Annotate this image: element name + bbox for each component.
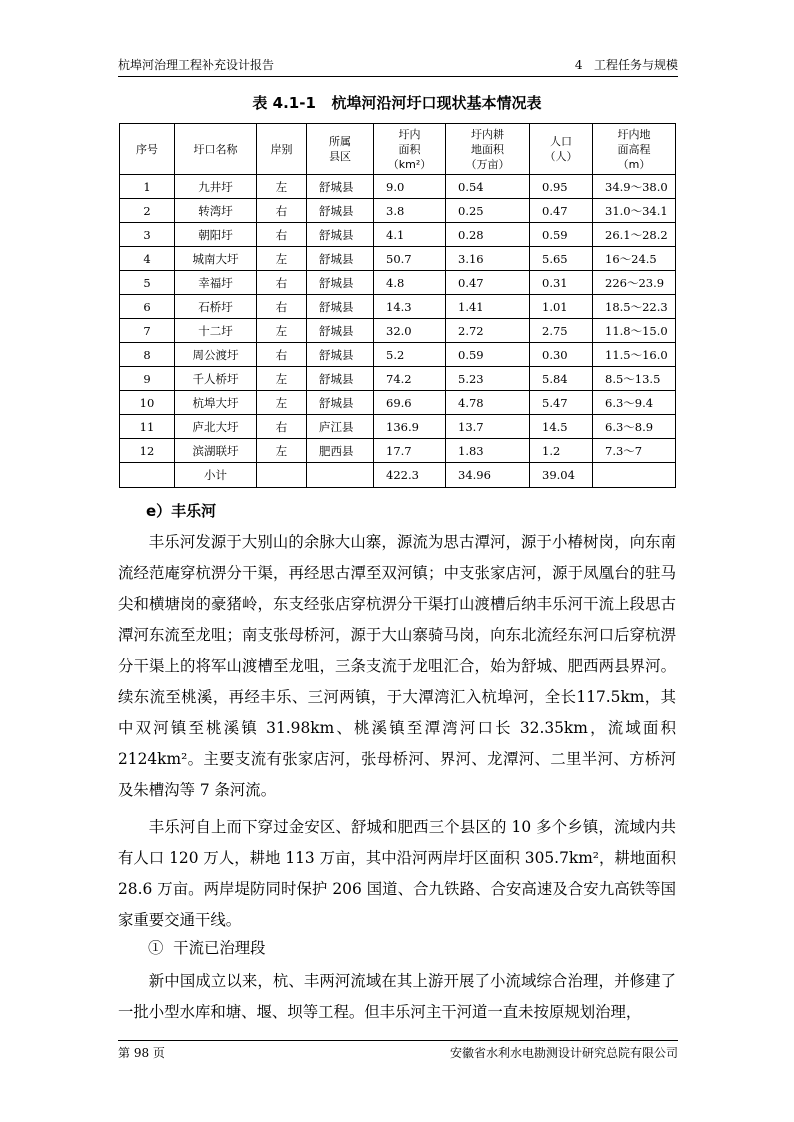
table-cell: 右 — [257, 223, 307, 247]
column-header: 岸别 — [257, 124, 307, 175]
table-cell: 舒城县 — [307, 391, 374, 415]
column-header: 圩内 面积 （km²） — [374, 124, 446, 175]
table-cell: 周公渡圩 — [175, 343, 257, 367]
table-cell: 11.5～16.0 — [593, 343, 676, 367]
table-cell: 舒城县 — [307, 367, 374, 391]
table-cell: 2.72 — [446, 319, 530, 343]
table-cell: 8 — [120, 343, 175, 367]
table-cell: 舒城县 — [307, 175, 374, 199]
total-empty-cell — [307, 463, 374, 488]
table-cell: 左 — [257, 439, 307, 463]
table-cell: 5.2 — [374, 343, 446, 367]
table-row — [120, 439, 676, 463]
table-cell: 6.3～8.9 — [593, 415, 676, 439]
table-row — [120, 175, 676, 199]
table-cell: 7 — [120, 319, 175, 343]
header-chapter-title: 4 工程任务与规模 — [574, 58, 678, 72]
table-cell: 右 — [257, 415, 307, 439]
table-cell: 9 — [120, 367, 175, 391]
table-cell: 0.47 — [446, 271, 530, 295]
table-cell: 9.0 — [374, 175, 446, 199]
column-header: 人口 （人） — [530, 124, 593, 175]
table-cell: 左 — [257, 319, 307, 343]
table-row — [120, 391, 676, 415]
table-cell: 0.47 — [530, 199, 593, 223]
table-cell: 50.7 — [374, 247, 446, 271]
table-cell: 九井圩 — [175, 175, 257, 199]
table-cell: 舒城县 — [307, 271, 374, 295]
table-row — [120, 319, 676, 343]
table-cell: 3 — [120, 223, 175, 247]
total-area: 422.3 — [374, 463, 446, 488]
paragraph-basin-population: 丰乐河自上而下穿过金安区、舒城和肥西三个县区的 10 多个乡镇，流域内共有人口 120 万人，耕地 113 万亩，其中沿河两岸圩区面积 305.7km²，耕地面积28.6 万亩。两岸堤防同时保护 206 国道、合九铁路、合安高速及合安九高铁等国家重要交通干线。 — [118, 818, 676, 929]
header-report-title: 杭埠河治理工程补充设计报告 — [118, 58, 275, 72]
table-cell: 4.1 — [374, 223, 446, 247]
table-cell: 17.7 — [374, 439, 446, 463]
table-cell: 左 — [257, 391, 307, 415]
table-cell: 13.7 — [446, 415, 530, 439]
table-cell: 左 — [257, 175, 307, 199]
column-header: 圩内耕 地面积 （万亩） — [446, 124, 530, 175]
total-farmland: 34.96 — [446, 463, 530, 488]
table-cell: 69.6 — [374, 391, 446, 415]
table-header-row — [120, 124, 676, 175]
table-cell: 右 — [257, 295, 307, 319]
table-cell: 右 — [257, 271, 307, 295]
column-header: 所属 县区 — [307, 124, 374, 175]
total-empty-cell — [593, 463, 676, 488]
table-row — [120, 343, 676, 367]
table-cell: 226～23.9 — [593, 271, 676, 295]
table-cell: 十二圩 — [175, 319, 257, 343]
table-cell: 0.95 — [530, 175, 593, 199]
table-cell: 舒城县 — [307, 343, 374, 367]
table-cell: 舒城县 — [307, 319, 374, 343]
total-population: 39.04 — [530, 463, 593, 488]
table-cell: 5.47 — [530, 391, 593, 415]
table-cell: 千人桥圩 — [175, 367, 257, 391]
table-cell: 杭埠大圩 — [175, 391, 257, 415]
total-empty-cell — [257, 463, 307, 488]
table-title: 表 4.1-1 杭埠河沿河圩口现状基本情况表 — [252, 94, 542, 112]
table-cell: 滨湖联圩 — [175, 439, 257, 463]
table-cell: 34.9～38.0 — [593, 175, 676, 199]
table-cell: 0.30 — [530, 343, 593, 367]
table-cell: 4 — [120, 247, 175, 271]
table-cell: 转湾圩 — [175, 199, 257, 223]
table-cell: 幸福圩 — [175, 271, 257, 295]
table-cell: 1.2 — [530, 439, 593, 463]
table-cell: 5.84 — [530, 367, 593, 391]
header-rule — [118, 76, 678, 77]
table-cell: 14.3 — [374, 295, 446, 319]
table-cell: 右 — [257, 343, 307, 367]
table-cell: 石桥圩 — [175, 295, 257, 319]
section-heading: e）丰乐河 — [146, 502, 217, 520]
table-cell: 朝阳圩 — [175, 223, 257, 247]
table-cell: 18.5～22.3 — [593, 295, 676, 319]
table-cell: 0.59 — [446, 343, 530, 367]
table-cell: 4.78 — [446, 391, 530, 415]
table-row — [120, 295, 676, 319]
table-cell: 31.0～34.1 — [593, 199, 676, 223]
paragraph-governance-history: 新中国成立以来，杭、丰两河流域在其上游开展了小流域综合治理，并修建了一批小型水库和塘、堰、坝等工程。但丰乐河主干河道一直未按原规划治理， — [118, 972, 676, 1021]
table-cell: 16～24.5 — [593, 247, 676, 271]
table-cell: 3.8 — [374, 199, 446, 223]
column-header: 序号 — [120, 124, 175, 175]
table-cell: 庐北大圩 — [175, 415, 257, 439]
table-cell: 1.41 — [446, 295, 530, 319]
table-cell: 5.65 — [530, 247, 593, 271]
total-index-cell — [120, 463, 175, 488]
table-cell: 0.59 — [530, 223, 593, 247]
page-number: 第 98 页 — [118, 1046, 165, 1060]
column-header: 圩口名称 — [175, 124, 257, 175]
table-cell: 136.9 — [374, 415, 446, 439]
table-total-row — [120, 463, 676, 488]
table-cell: 5.23 — [446, 367, 530, 391]
table-cell: 3.16 — [446, 247, 530, 271]
table-cell: 左 — [257, 367, 307, 391]
table-cell: 8.5～13.5 — [593, 367, 676, 391]
subsection-heading: ① 干流已治理段 — [148, 939, 266, 957]
table-cell: 左 — [257, 247, 307, 271]
table-cell: 32.0 — [374, 319, 446, 343]
table-row — [120, 367, 676, 391]
table-row — [120, 199, 676, 223]
table-cell: 肥西县 — [307, 439, 374, 463]
table-row — [120, 271, 676, 295]
table-cell: 右 — [257, 199, 307, 223]
table-cell: 城南大圩 — [175, 247, 257, 271]
column-header: 圩内地 面高程 （m） — [593, 124, 676, 175]
table-cell: 12 — [120, 439, 175, 463]
table-cell: 5 — [120, 271, 175, 295]
footer-organization: 安徽省水利水电勘测设计研究总院有限公司 — [449, 1046, 678, 1060]
table-cell: 舒城县 — [307, 295, 374, 319]
table-cell: 2.75 — [530, 319, 593, 343]
table-cell: 舒城县 — [307, 199, 374, 223]
table-cell: 4.8 — [374, 271, 446, 295]
table-cell: 7.3～7 — [593, 439, 676, 463]
table-cell: 10 — [120, 391, 175, 415]
table-cell: 6.3～9.4 — [593, 391, 676, 415]
table-cell: 1 — [120, 175, 175, 199]
table-cell: 0.54 — [446, 175, 530, 199]
paragraph-river-source: 丰乐河发源于大别山的余脉大山寨，源流为思古潭河，源于小椿树岗，向东南流经范庵穿杭淠分干渠，再经思古潭至双河镇；中支张家店河，源于凤凰台的驻马尖和横塘岗的豪猪岭，东支经张店穿杭淠分干渠打山渡槽后纳丰乐河干流上段思古潭河东流至龙咀；南支张母桥河，源于大山寨骑马岗，向东北流经东河口后穿杭淠分干渠上的将军山渡槽至龙咀，三条支流于龙咀汇合，始为舒城、肥西两县界河。续东流至桃溪，再经丰乐、三河两镇，于大潭湾汇入杭埠河，全长117.5km，其中双河镇至桃溪镇 31.98km、桃溪镇至潭湾河口长 32.35km，流域面积 2124km²。主要支流有张家店河，张母桥河、界河、龙潭河、二里半河、方桥河及朱槽沟等 7 条河流。 — [118, 533, 676, 799]
table-cell: 0.28 — [446, 223, 530, 247]
table-cell: 庐江县 — [307, 415, 374, 439]
table-cell: 11.8～15.0 — [593, 319, 676, 343]
table-cell: 舒城县 — [307, 247, 374, 271]
table-cell: 0.31 — [530, 271, 593, 295]
table-row — [120, 223, 676, 247]
table-cell: 74.2 — [374, 367, 446, 391]
table-cell: 1.83 — [446, 439, 530, 463]
polder-status-table — [119, 123, 676, 488]
table-cell: 舒城县 — [307, 223, 374, 247]
table-row — [120, 415, 676, 439]
table-cell: 11 — [120, 415, 175, 439]
page-header — [118, 54, 678, 76]
table-cell: 14.5 — [530, 415, 593, 439]
table-cell: 0.25 — [446, 199, 530, 223]
table-cell: 26.1～28.2 — [593, 223, 676, 247]
table-row — [120, 247, 676, 271]
table-cell: 2 — [120, 199, 175, 223]
footer-rule — [118, 1040, 678, 1041]
table-cell: 1.01 — [530, 295, 593, 319]
table-cell: 6 — [120, 295, 175, 319]
total-label: 小计 — [175, 463, 257, 488]
